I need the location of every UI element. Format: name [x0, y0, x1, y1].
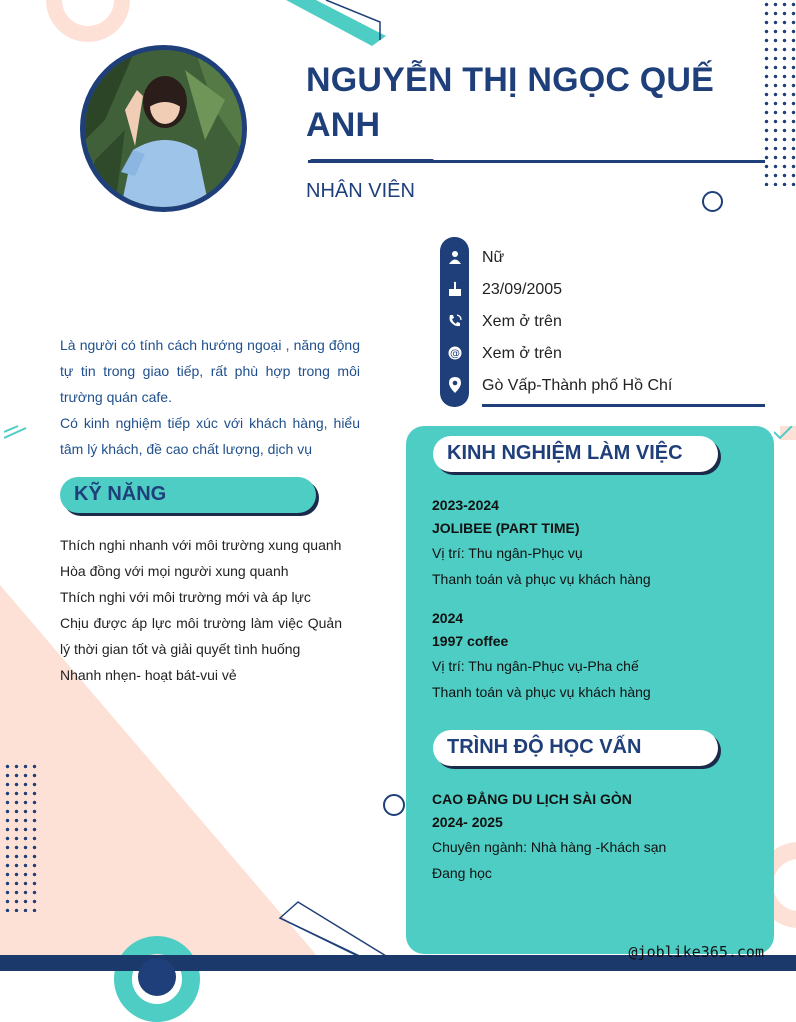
education-period: 2024- 2025	[432, 814, 503, 830]
user-icon	[444, 247, 465, 268]
experience-description: Thanh toán và phục vụ khách hàng	[432, 684, 651, 700]
experience-company: 1997 coffee	[432, 633, 509, 649]
birthday-cake-icon	[444, 279, 465, 300]
deco-teal-line-left	[4, 424, 28, 440]
skill-item: Thích nghi với môi trường mới và áp lực	[60, 589, 311, 605]
contact-divider	[482, 404, 765, 407]
experience-position: Vị trí: Thu ngân-Phục vụ	[432, 545, 583, 561]
skill-item: Thích nghi nhanh với môi trường xung quanh	[60, 537, 342, 553]
skill-item: Hòa đồng với mọi người xung quanh	[60, 563, 289, 579]
phone-icon	[444, 311, 465, 332]
email-at-icon	[444, 343, 465, 364]
contact-birthday: 23/09/2005	[482, 281, 563, 298]
skills-list	[60, 532, 342, 688]
watermark: @joblike365.com	[628, 943, 764, 961]
avatar	[80, 45, 247, 212]
skill-item: Nhanh nhẹn- hoạt bát-vui vẻ	[60, 667, 237, 683]
deco-check-right	[774, 426, 796, 442]
job-title: NHÂN VIÊN	[306, 180, 415, 202]
deco-pink-ring-top	[46, 0, 130, 42]
deco-small-ring-center	[383, 794, 405, 816]
contact-phone: Xem ở trên	[482, 313, 562, 330]
deco-outline-prism-bottom	[278, 900, 388, 960]
deco-small-ring-right	[702, 191, 723, 212]
education-heading-pill	[433, 730, 718, 766]
experience-position: Vị trí: Thu ngân-Phục vụ-Pha chế	[432, 658, 639, 674]
experience-period: 2023-2024	[432, 497, 499, 513]
skill-item: Chịu được áp lực môi trường làm việc Quản lý thời gian tốt và giải quyết tình huống	[60, 615, 342, 657]
location-pin-icon	[444, 375, 465, 396]
experience-description: Thanh toán và phục vụ khách hàng	[432, 571, 651, 587]
education-school: CAO ĐẲNG DU LỊCH SÀI GÒN	[432, 791, 632, 807]
profile-paragraph: Có kinh nghiệm tiếp xúc với khách hàng, hiểu tâm lý khách, đề cao chất lượng, dịch vụ	[60, 415, 360, 457]
deco-teal-prism-top	[286, 0, 386, 48]
experience-heading-pill	[433, 436, 718, 472]
experience-period: 2024	[432, 610, 464, 626]
education-status: Đang học	[432, 865, 492, 881]
education-heading: TRÌNH ĐỘ HỌC VẤN	[447, 736, 642, 758]
contact-gender: Nữ	[482, 249, 505, 266]
deco-dots-left	[3, 762, 37, 912]
experience-heading: KINH NGHIỆM LÀM VIỆC	[447, 442, 683, 464]
svg-text:@: @	[449, 348, 460, 360]
education-major: Chuyên ngành: Nhà hàng -Khách sạn	[432, 839, 667, 855]
profile-paragraph: Là người có tính cách hướng ngoại , năng động tự tin trong giao tiếp, rất phù hợp trong môi trường quán cafe.	[60, 337, 360, 405]
deco-navy-dot-bottom	[138, 958, 176, 996]
contact-email: Xem ở trên	[482, 345, 562, 362]
name-divider-accent	[310, 159, 434, 163]
skills-heading: KỸ NĂNG	[74, 483, 167, 505]
skills-heading-pill	[60, 477, 316, 513]
deco-dots-right	[762, 0, 796, 186]
experience-company: JOLIBEE (PART TIME)	[432, 520, 580, 536]
profile-summary	[60, 332, 360, 462]
contact-address: Gò Vấp-Thành phố Hồ Chí	[482, 377, 673, 394]
candidate-name: NGUYỄN THỊ NGỌC QUẾ ANH	[306, 61, 715, 144]
